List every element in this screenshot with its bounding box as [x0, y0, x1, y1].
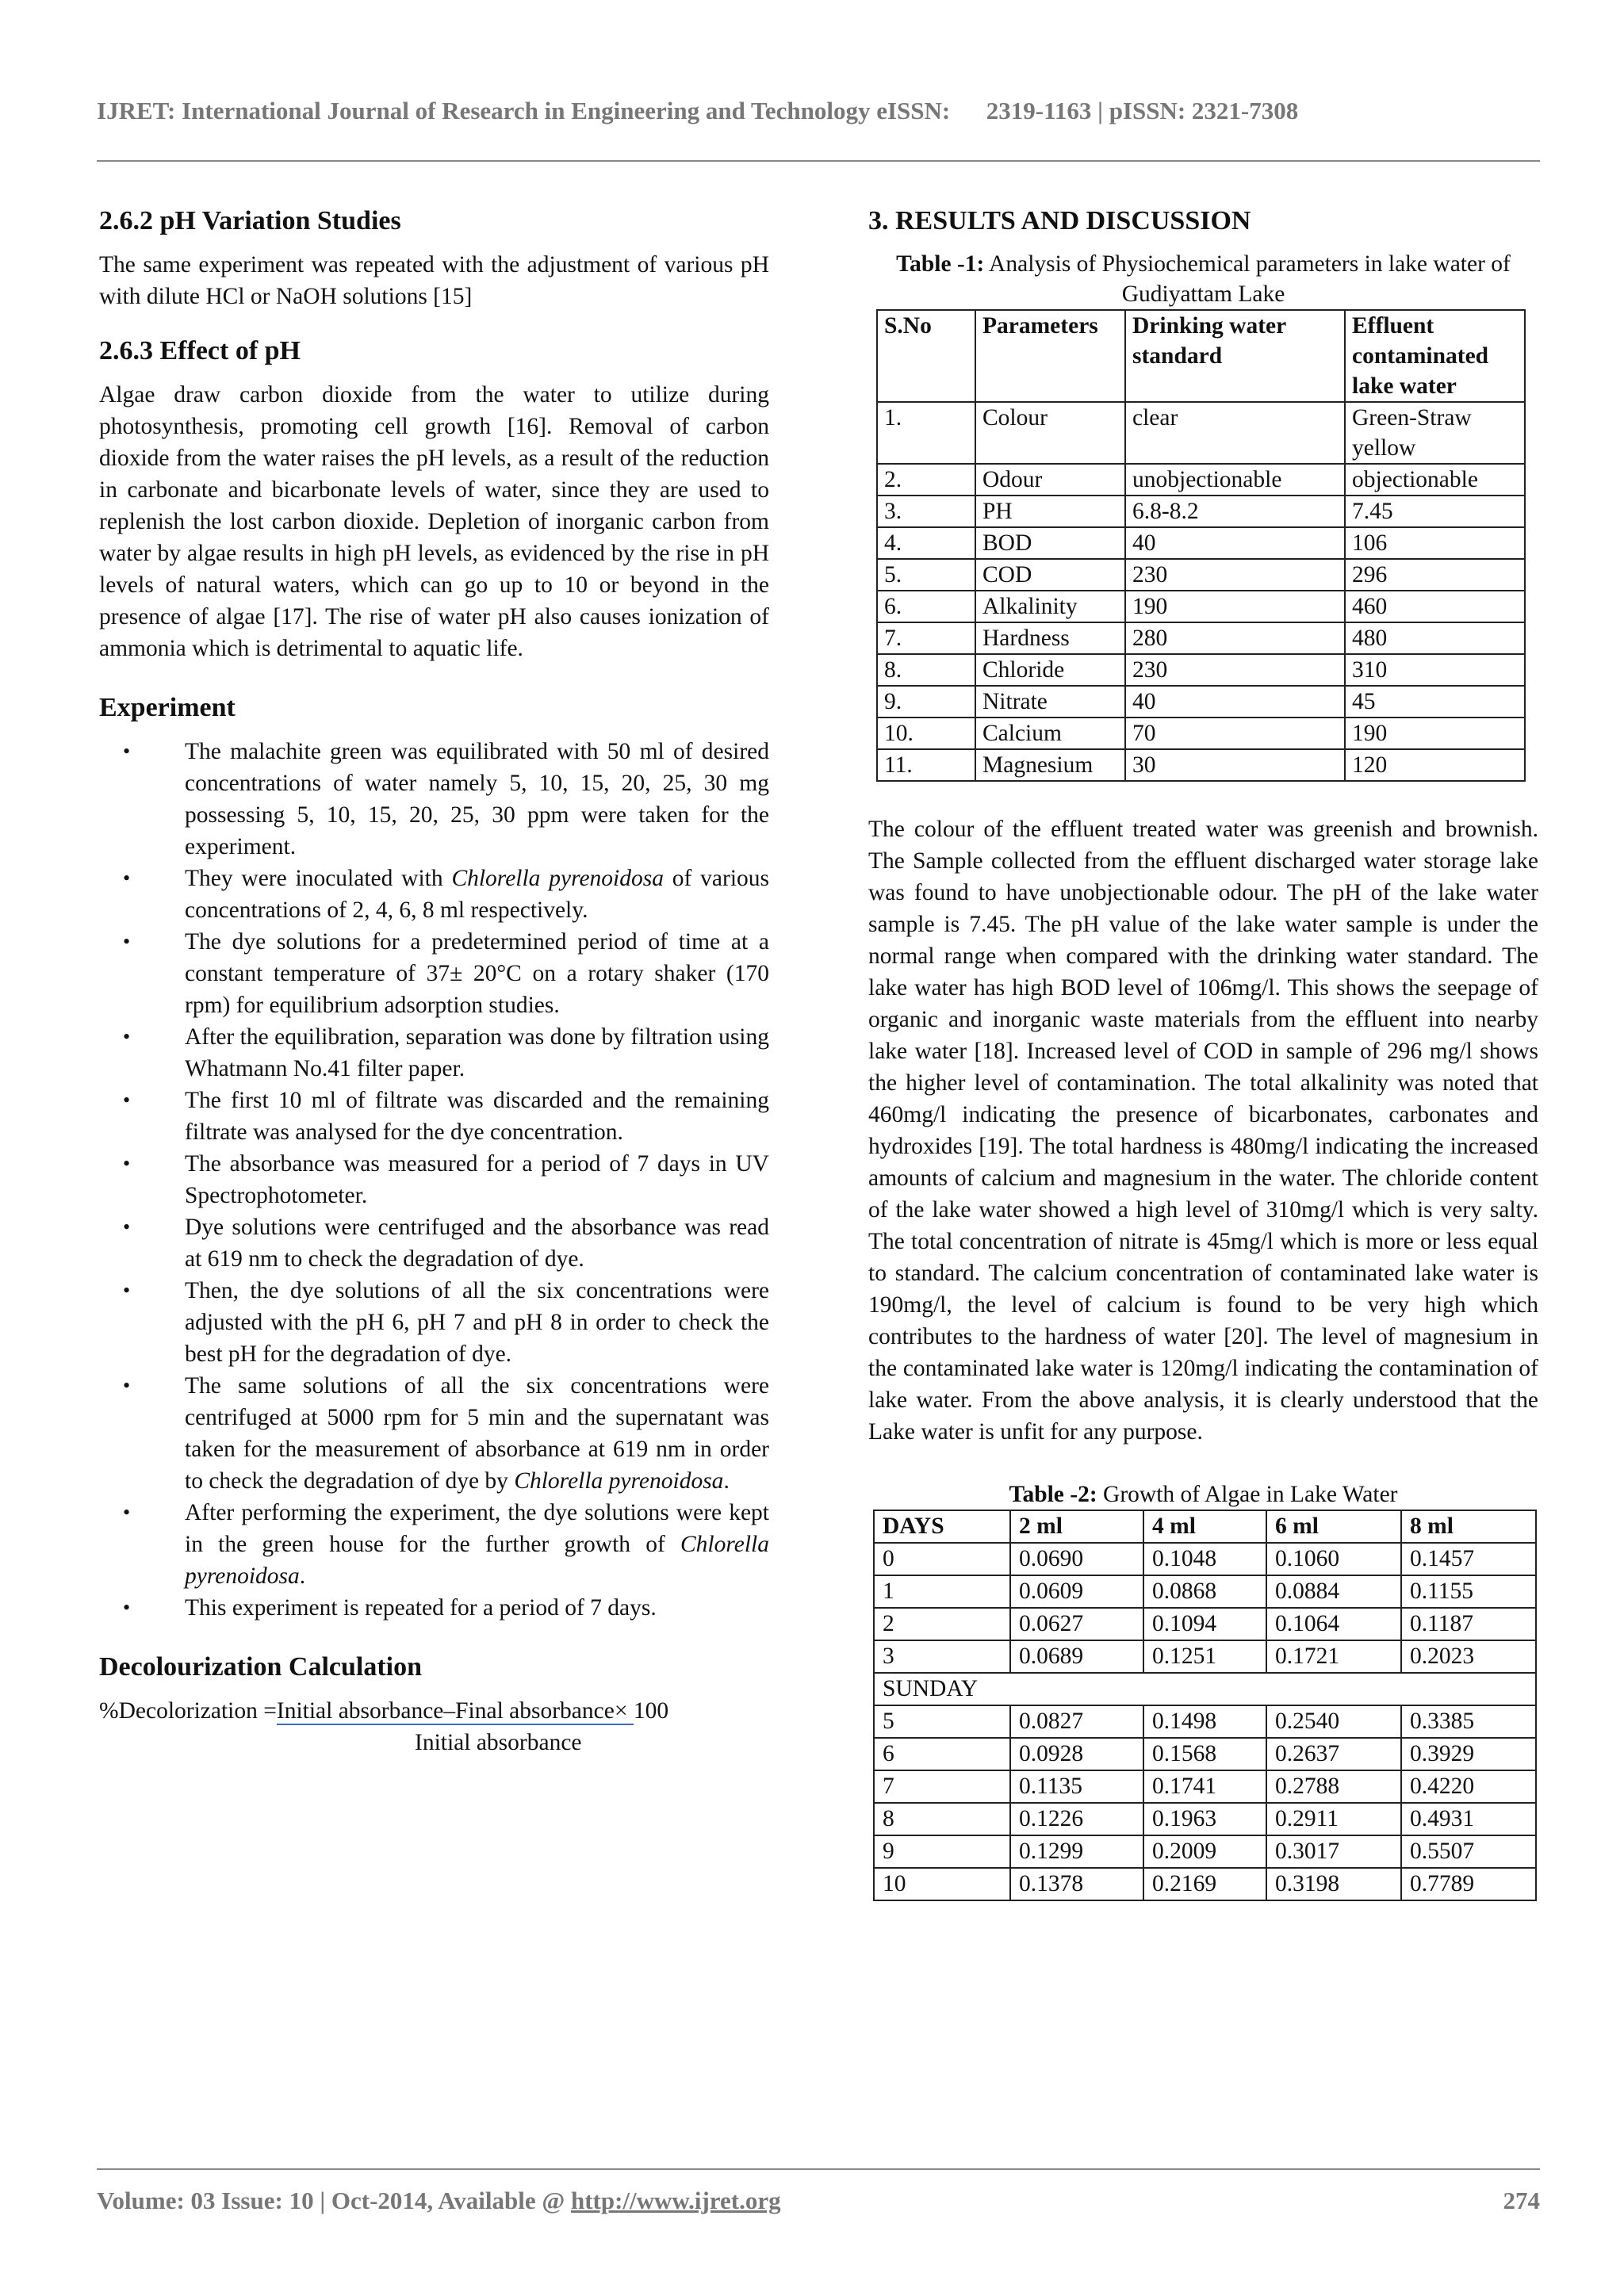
column-header: Parameters [975, 310, 1125, 402]
table-header-row [877, 310, 1525, 402]
bullet-icon: • [123, 1025, 131, 1048]
list-item-text: . [723, 1468, 730, 1494]
list-item [99, 1021, 769, 1085]
table1-caption-text: Analysis of Physiochemical parameters in lake water of Gudiyattam Lake [984, 251, 1511, 307]
table-cell: 0.1187 [1401, 1608, 1536, 1640]
table-cell: COD [975, 559, 1125, 591]
list-item [99, 1148, 769, 1211]
table-cell: 0.2911 [1266, 1803, 1401, 1835]
table-row [874, 1608, 1536, 1640]
table-cell: Colour [975, 402, 1125, 464]
discussion-paragraph: The colour of the effluent treated water was greenish and brownish. The Sample collected from the effluent discharged water storage lake was found to have unobjectionable odour. The pH of the lake water sample is 7.45. The pH value of the lake water sample is under the normal range when compared with the drinking water standard. The lake water has high BOD level of 106mg/l. This shows the seepage of organic and inorganic waste materials from the effluent into nearby lake water [18]. Increased level of COD in sample of 296 mg/l shows the higher level of contamination. The total alkalinity was noted that 460mg/l indicating the presence of bicarbonates, carbonates and hydroxides [19]. The total hardness is 480mg/l indicating the increased amounts of calcium and magnesium in the water. The chloride content of the lake water showed a high level of 310mg/l which is very salty. The total concentration of nitrate is 45mg/l which is more or less equal to standard. The calcium concentration of contaminated lake water is 190mg/l, the level of calcium is found to be very high which contributes to the hardness of water [20]. The level of magnesium in the contaminated lake water is 120mg/l indicating the contamination of lake water. From the above analysis, it is clearly understood that the Lake water is unfit for any purpose. [868, 817, 1538, 1445]
table-cell: Green-Straw yellow [1345, 402, 1525, 464]
table-header-row [874, 1510, 1536, 1543]
list-item-text: . [299, 1563, 306, 1589]
list-item [99, 1370, 769, 1497]
right-column [868, 205, 1538, 1901]
table-row [877, 749, 1525, 781]
journal-name: IJRET: International Journal of Research in Engineering and Technology eISSN: [97, 97, 951, 124]
table-row [877, 402, 1525, 464]
table2-caption-text: Growth of Algae in Lake Water [1097, 1482, 1398, 1507]
table-row [877, 527, 1525, 559]
table-cell: 3. [877, 496, 975, 527]
table1-label: Table -1: [896, 251, 985, 277]
table-cell: 0.7789 [1401, 1868, 1536, 1900]
table-row [877, 718, 1525, 749]
table-cell: 0.1060 [1266, 1543, 1401, 1575]
paragraph-262: The same experiment was repeated with the adjustment of various pH with dilute HCl or NaOH solutions [15] [99, 252, 769, 309]
formula-lhs: %Decolorization = [99, 1698, 277, 1724]
table-row [877, 686, 1525, 718]
table-cell: 6 [874, 1738, 1010, 1770]
table-cell: 7. [877, 622, 975, 654]
table-cell: BOD [975, 527, 1125, 559]
table-cell: 296 [1345, 559, 1525, 591]
table-cell: 0.2637 [1266, 1738, 1401, 1770]
table-cell: 310 [1345, 654, 1525, 686]
journal-link[interactable]: http://www.ijret.org [570, 2187, 781, 2214]
table-cell: Calcium [975, 718, 1125, 749]
table-cell: 0.1299 [1010, 1835, 1143, 1868]
sunday-row-label: SUNDAY [874, 1673, 1536, 1705]
table-cell: 40 [1125, 527, 1345, 559]
paragraph-263: Algae draw carbon dioxide from the water to utilize during photosynthesis, promoting cell growth [16]. Removal of carbon dioxide from the water raises the pH levels, as a result of the reduction in carbonate and bicarbonate levels of water, since they are used to replenish the lost carbon dioxide. Depletion of inorganic carbon from water by algae results in high pH levels, as evidenced by the rise in pH levels of natural waters, which can go up to 10 or beyond in the presence of algae [17]. The rise of water pH also causes ionization of ammonia which is detrimental to aquatic life. [99, 382, 769, 661]
table-row [874, 1575, 1536, 1608]
table-row [877, 622, 1525, 654]
table-cell: 11. [877, 749, 975, 781]
table-row [877, 496, 1525, 527]
table-cell: 0.0689 [1010, 1640, 1143, 1673]
left-column [99, 205, 769, 1762]
species-name: Chlorella pyrenoidosa [185, 1532, 769, 1589]
table-cell: Alkalinity [975, 591, 1125, 622]
table-cell: 0.2540 [1266, 1705, 1401, 1738]
table-cell: 0.1498 [1143, 1705, 1266, 1738]
list-item-text: Dye solutions were centrifuged and the absorbance was read at 619 nm to check the degradation of dye. [185, 1215, 769, 1272]
column-header: S.No [877, 310, 975, 402]
bullet-icon: • [123, 930, 131, 953]
decolourization-heading: Decolourization Calculation [99, 1652, 423, 1682]
bullet-icon: • [123, 1215, 131, 1238]
table-cell: 7 [874, 1770, 1010, 1803]
table-cell: 0.0868 [1143, 1575, 1266, 1608]
table-cell: Magnesium [975, 749, 1125, 781]
table-cell: 8 [874, 1803, 1010, 1835]
table2-label: Table -2: [1009, 1482, 1097, 1507]
table-cell: 0.1457 [1401, 1543, 1536, 1575]
table-cell: 0.1094 [1143, 1608, 1266, 1640]
table-cell: 0.0690 [1010, 1543, 1143, 1575]
experiment-list [99, 736, 769, 1624]
table-cell: 0.1226 [1010, 1803, 1143, 1835]
table-row [874, 1803, 1536, 1835]
table-cell: 0.1064 [1266, 1608, 1401, 1640]
section-heading-262: 2.6.2 pH Variation Studies [99, 206, 401, 235]
running-header [97, 97, 1540, 125]
table-cell: 9 [874, 1835, 1010, 1868]
table-cell: 10. [877, 718, 975, 749]
list-item-text: Then, the dye solutions of all the six concentrations were adjusted with the pH 6, pH 7 and pH 8 in order to check the best pH for the degradation of dye. [185, 1278, 769, 1367]
column-header: DAYS [874, 1510, 1010, 1543]
table-cell: 0.2009 [1143, 1835, 1266, 1868]
table-cell: 0.5507 [1401, 1835, 1536, 1868]
volume-info: Volume: 03 Issue: 10 | Oct-2014, Available @ [97, 2187, 571, 2214]
species-name: Chlorella pyrenoidosa [451, 866, 664, 891]
table-cell: 5 [874, 1705, 1010, 1738]
table-cell: 0.1155 [1401, 1575, 1536, 1608]
table-cell: 0.0609 [1010, 1575, 1143, 1608]
list-item-text: The same solutions of all the six concentrations were centrifuged at 5000 rpm for 5 min and the supernatant was taken for the measurement of absorbance at 619 nm in order to check the degradation of dye by [185, 1373, 769, 1494]
table2-caption [868, 1479, 1538, 1510]
table-cell: 0.3385 [1401, 1705, 1536, 1738]
table-row [877, 654, 1525, 686]
algae-growth-table [873, 1510, 1537, 1901]
table-cell: 6.8-8.2 [1125, 496, 1345, 527]
table-cell: 0.1741 [1143, 1770, 1266, 1803]
table-cell: 0.3017 [1266, 1835, 1401, 1868]
column-header: 4 ml [1143, 1510, 1266, 1543]
table-cell: 230 [1125, 654, 1345, 686]
list-item-text: of various concentrations of 2, 4, 6, 8 ml respectively. [185, 866, 769, 923]
table-cell: 0.0827 [1010, 1705, 1143, 1738]
table-cell: 0.4931 [1401, 1803, 1536, 1835]
table-cell: 2. [877, 464, 975, 496]
formula-denominator: Initial absorbance [415, 1730, 582, 1755]
page-number: 274 [1503, 2187, 1540, 2214]
table-cell: unobjectionable [1125, 464, 1345, 496]
experiment-heading: Experiment [99, 693, 236, 722]
table-cell: 9. [877, 686, 975, 718]
issn-info: 2319-1163 | pISSN: 2321-7308 [986, 97, 1299, 124]
table-cell: clear [1125, 402, 1345, 464]
table-row [874, 1835, 1536, 1868]
list-item [99, 1275, 769, 1370]
footer-divider [97, 2168, 1540, 2170]
table-row [874, 1673, 1536, 1705]
list-item-text: The first 10 ml of filtrate was discarded and the remaining filtrate was analysed for the dye concentration. [185, 1088, 769, 1145]
list-item-text: They were inoculated with [185, 866, 452, 891]
formula-numerator: Initial absorbance–Final absorbance× [276, 1698, 634, 1724]
table-cell: 0 [874, 1543, 1010, 1575]
table-cell: 10 [874, 1868, 1010, 1900]
table-cell: 0.4220 [1401, 1770, 1536, 1803]
table1-caption [868, 249, 1538, 309]
table-row [877, 559, 1525, 591]
table-cell: 40 [1125, 686, 1345, 718]
list-item-text: The dye solutions for a predetermined period of time at a constant temperature of 37± 20°C on a rotary shaker (170 rpm) for equilibrium adsorption studies. [185, 929, 769, 1018]
section-heading-263: 2.6.3 Effect of pH [99, 336, 301, 365]
bullet-icon: • [123, 1596, 131, 1619]
table-row [874, 1705, 1536, 1738]
table-cell: 0.2023 [1401, 1640, 1536, 1673]
table-cell: objectionable [1345, 464, 1525, 496]
table-cell: PH [975, 496, 1125, 527]
table-cell: 0.3929 [1401, 1738, 1536, 1770]
list-item [99, 736, 769, 863]
table-cell: 5. [877, 559, 975, 591]
list-item-text: After the equilibration, separation was done by filtration using Whatmann No.41 filter paper. [185, 1024, 769, 1081]
table-row [874, 1770, 1536, 1803]
table-cell: 0.2169 [1143, 1868, 1266, 1900]
table-cell: 190 [1345, 718, 1525, 749]
column-header: Effluent contaminated lake water [1345, 310, 1525, 402]
table-cell: 0.3198 [1266, 1868, 1401, 1900]
table-cell: 0.0928 [1010, 1738, 1143, 1770]
list-item [99, 1497, 769, 1592]
table-cell: 0.1721 [1266, 1640, 1401, 1673]
list-item [99, 1211, 769, 1275]
table-row [874, 1543, 1536, 1575]
table-row [874, 1640, 1536, 1673]
table-row [877, 591, 1525, 622]
decolourization-formula [99, 1695, 769, 1762]
list-item [99, 863, 769, 926]
table-cell: 30 [1125, 749, 1345, 781]
table-cell: 1. [877, 402, 975, 464]
table-cell: 0.1963 [1143, 1803, 1266, 1835]
table-cell: 0.2788 [1266, 1770, 1401, 1803]
column-header: 6 ml [1266, 1510, 1401, 1543]
bullet-icon: • [123, 1279, 131, 1302]
bullet-icon: • [123, 1374, 131, 1397]
table-cell: 280 [1125, 622, 1345, 654]
table-cell: 230 [1125, 559, 1345, 591]
table-cell: Hardness [975, 622, 1125, 654]
species-name: Chlorella pyrenoidosa [514, 1468, 724, 1494]
list-item [99, 1592, 769, 1624]
table-cell: 1 [874, 1575, 1010, 1608]
bullet-icon: • [123, 1089, 131, 1112]
table-cell: 0.1048 [1143, 1543, 1266, 1575]
table-row [877, 464, 1525, 496]
table-cell: 70 [1125, 718, 1345, 749]
column-header: Drinking water standard [1125, 310, 1345, 402]
formula-multiplier: 100 [633, 1698, 669, 1724]
list-item-text: The absorbance was measured for a period of 7 days in UV Spectrophotometer. [185, 1151, 769, 1208]
table-cell: 0.1135 [1010, 1770, 1143, 1803]
table-cell: 480 [1345, 622, 1525, 654]
column-header: 8 ml [1401, 1510, 1536, 1543]
table-cell: 4. [877, 527, 975, 559]
bullet-icon: • [123, 867, 131, 890]
bullet-icon: • [123, 740, 131, 763]
table-cell: 0.1378 [1010, 1868, 1143, 1900]
table-cell: 190 [1125, 591, 1345, 622]
table-cell: 106 [1345, 527, 1525, 559]
list-item-text: After performing the experiment, the dye solutions were kept in the green house for the further growth of [185, 1500, 769, 1557]
physiochemical-table [876, 309, 1526, 782]
table-cell: Odour [975, 464, 1125, 496]
table-cell: Chloride [975, 654, 1125, 686]
table-cell: 0.1251 [1143, 1640, 1266, 1673]
results-heading: 3. RESULTS AND DISCUSSION [868, 206, 1251, 235]
list-item-text: The malachite green was equilibrated with 50 ml of desired concentrations of water namely 5, 10, 15, 20, 25, 30 mg possessing 5, 10, 15, 20, 25, 30 ppm were taken for the experiment. [185, 739, 769, 859]
list-item [99, 926, 769, 1021]
table-cell: 45 [1345, 686, 1525, 718]
table-cell: 3 [874, 1640, 1010, 1673]
table-cell: 120 [1345, 749, 1525, 781]
bullet-icon: • [123, 1152, 131, 1175]
header-divider [97, 160, 1540, 162]
table-cell: 0.0627 [1010, 1608, 1143, 1640]
bullet-icon: • [123, 1501, 131, 1524]
table-cell: 460 [1345, 591, 1525, 622]
table-cell: 0.0884 [1266, 1575, 1401, 1608]
table-row [874, 1738, 1536, 1770]
table-row [874, 1868, 1536, 1900]
column-header: 2 ml [1010, 1510, 1143, 1543]
list-item [99, 1085, 769, 1148]
table-cell: 7.45 [1345, 496, 1525, 527]
list-item-text: This experiment is repeated for a period of 7 days. [185, 1595, 657, 1621]
running-footer [97, 2187, 1540, 2215]
table-cell: 0.1568 [1143, 1738, 1266, 1770]
table-cell: 2 [874, 1608, 1010, 1640]
table-cell: 6. [877, 591, 975, 622]
table-cell: 8. [877, 654, 975, 686]
table-cell: Nitrate [975, 686, 1125, 718]
